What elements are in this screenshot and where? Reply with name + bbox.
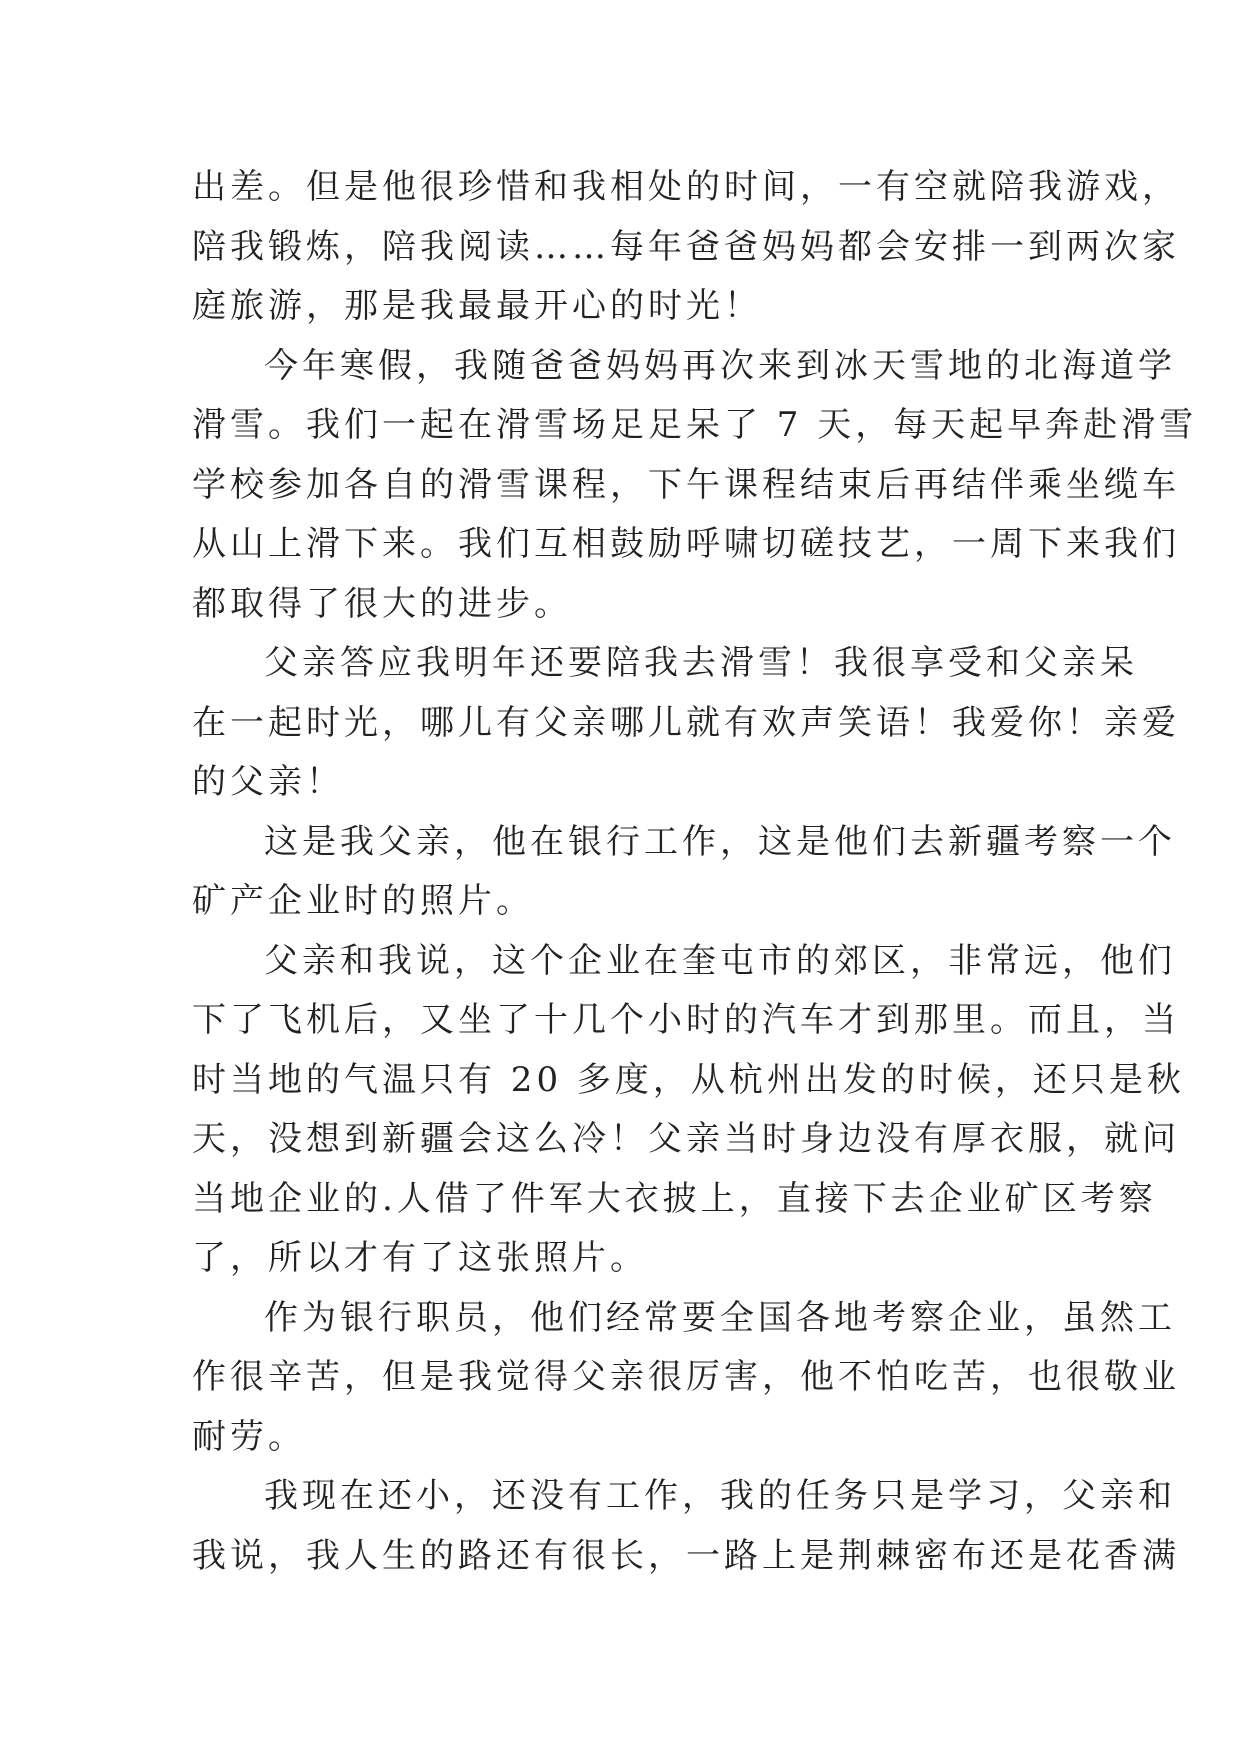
text-line: 都取得了很大的进步。 (192, 583, 572, 624)
text-line: 今年寒假，我随爸爸妈妈再次来到冰天雪地的北海道学 (264, 345, 1176, 386)
text-line: 矿产企业时的照片。 (192, 881, 534, 921)
text-line: 滑雪。我们一起在滑雪场足足呆了 7 天，每天起早奔赴滑雪 (192, 405, 1198, 445)
text-line: 从山上滑下来。我们互相鼓励呼啸切磋技艺，一周下来我们 (192, 524, 1180, 564)
text-line: 这是我父亲，他在银行工作，这是他们去新疆考察一个 (264, 821, 1176, 862)
text-line: 出差。但是他很珍惜和我相处的时间，一有空就陪我游戏， (192, 167, 1180, 207)
document-text-body (192, 158, 1198, 1586)
text-line: 天，没想到新疆会这么冷！父亲当时身边没有厚衣服，就问 (192, 1119, 1180, 1159)
paragraph (192, 337, 1198, 635)
text-line: 我现在还小，还没有工作，我的任务只是学习，父亲和 (264, 1476, 1176, 1516)
text-line: 庭旅游，那是我最最开心的时光！ (192, 286, 762, 326)
text-line: 耐劳。 (192, 1416, 306, 1457)
text-line: 时当地的气温只有 20 多度，从杭州出发的时候，还只是秋 (192, 1059, 1185, 1100)
text-line: 作为银行职员，他们经常要全国各地考察企业，虽然工 (264, 1297, 1176, 1338)
text-line: 我说，我人生的路还有很长，一路上是荆棘密布还是花香满 (192, 1535, 1180, 1576)
text-line: 在一起时光，哪儿有父亲哪儿就有欢声笑语！我爱你！亲爱 (192, 702, 1180, 743)
paragraph (192, 1467, 1180, 1586)
text-line: 陪我锻炼，陪我阅读……每年爸爸妈妈都会安排一到两次家 (192, 226, 1180, 267)
text-line: 当地企业的.人借了件军大衣披上，直接下去企业矿区考察 (192, 1178, 1157, 1219)
paragraph (192, 634, 1180, 813)
text-line: 父亲答应我明年还要陪我去滑雪！我很享受和父亲呆 (264, 643, 1138, 683)
paragraph (192, 1289, 1180, 1468)
text-line: 作很辛苦，但是我觉得父亲很厉害，他不怕吃苦，也很敬业 (192, 1357, 1180, 1397)
text-line: 了，所以才有了这张照片。 (192, 1238, 648, 1278)
text-line: 学校参加各自的滑雪课程，下午课程结束后再结伴乘坐缆车 (192, 464, 1180, 505)
paragraph (192, 158, 1180, 337)
text-line: 父亲和我说，这个企业在奎屯市的郊区，非常远，他们 (264, 940, 1176, 981)
paragraph (192, 932, 1185, 1289)
text-line: 下了飞机后，又坐了十几个小时的汽车才到那里。而且，当 (192, 1000, 1180, 1040)
text-line: 的父亲！ (192, 762, 344, 802)
paragraph (192, 813, 1176, 932)
